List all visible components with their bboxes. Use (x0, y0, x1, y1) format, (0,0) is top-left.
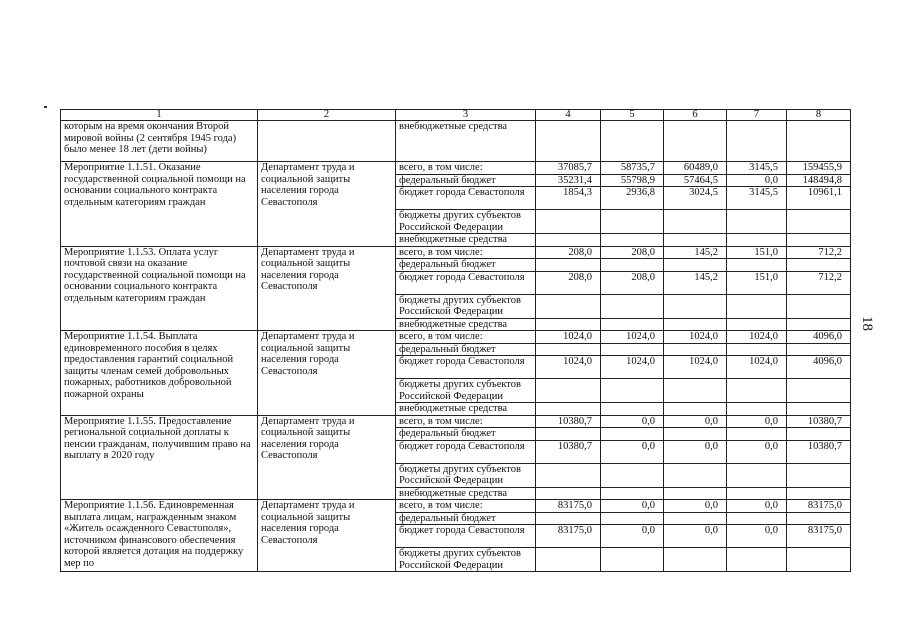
amount-cell: 2936,8 (601, 187, 664, 210)
table-row (61, 500, 851, 513)
measure-description: которым на время окончания Второй мировой войны (2 сентября 1945 года) было менее 18 лет (дети войны) (61, 121, 258, 162)
funding-source: федеральный бюджет (396, 259, 536, 272)
amount-cell: 3024,5 (664, 187, 727, 210)
amount-cell (536, 463, 601, 487)
amount-cell (787, 428, 851, 441)
funding-source: бюджеты других субъектов Российской Федерации (396, 548, 536, 572)
amount-cell (727, 318, 787, 331)
amount-cell: 0,0 (727, 525, 787, 548)
amount-cell (727, 463, 787, 487)
amount-cell: 10380,7 (536, 415, 601, 428)
amount-cell: 145,2 (664, 246, 727, 259)
amount-cell (727, 487, 787, 500)
amount-cell: 0,0 (601, 415, 664, 428)
table-row (61, 162, 851, 175)
header-cell: 4 (536, 110, 601, 121)
measure-executor: Департамент труда и социальной защиты населения города Севастополя (258, 246, 396, 331)
measure-description: Мероприятие 1.1.53. Оплата услуг почтовой связи на оказание государственной социальной помощи на основании социального контракта отдельным категориям граждан (61, 246, 258, 331)
amount-cell (664, 512, 727, 525)
amount-cell (536, 318, 601, 331)
amount-cell (601, 428, 664, 441)
amount-cell (601, 512, 664, 525)
amount-cell (536, 259, 601, 272)
funding-source: всего, в том числе: (396, 331, 536, 344)
amount-cell (664, 403, 727, 416)
funding-source: всего, в том числе: (396, 246, 536, 259)
amount-cell: 1024,0 (664, 331, 727, 344)
table-row (61, 415, 851, 428)
table-row (61, 331, 851, 344)
amount-cell: 208,0 (536, 246, 601, 259)
amount-cell: 0,0 (664, 415, 727, 428)
amount-cell (727, 379, 787, 403)
header-cell: 2 (258, 110, 396, 121)
funding-source: бюджет города Севастополя (396, 525, 536, 548)
amount-cell: 37085,7 (536, 162, 601, 175)
funding-source: внебюджетные средства (396, 121, 536, 162)
amount-cell (601, 318, 664, 331)
amount-cell: 151,0 (727, 271, 787, 294)
funding-source: бюджеты других субъектов Российской Федерации (396, 379, 536, 403)
funding-source: внебюджетные средства (396, 234, 536, 247)
amount-cell (787, 234, 851, 247)
amount-cell (601, 343, 664, 356)
funding-source: всего, в том числе: (396, 162, 536, 175)
amount-cell (727, 234, 787, 247)
amount-cell: 10380,7 (787, 440, 851, 463)
amount-cell (787, 403, 851, 416)
amount-cell: 10380,7 (787, 415, 851, 428)
amount-cell: 0,0 (601, 440, 664, 463)
funding-source: бюджеты других субъектов Российской Федерации (396, 210, 536, 234)
amount-cell: 83175,0 (787, 525, 851, 548)
measure-executor: Департамент труда и социальной защиты населения города Севастополя (258, 331, 396, 416)
amount-cell (601, 548, 664, 572)
page-number: 18 (859, 316, 875, 331)
amount-cell (664, 428, 727, 441)
amount-cell (664, 121, 727, 162)
amount-cell: 1854,3 (536, 187, 601, 210)
amount-cell: 4096,0 (787, 356, 851, 379)
measure-description: Мероприятие 1.1.51. Оказание государственной социальной помощи на основании социального контракта отдельным категориям граждан (61, 162, 258, 247)
amount-cell (787, 343, 851, 356)
amount-cell (664, 487, 727, 500)
amount-cell: 712,2 (787, 246, 851, 259)
amount-cell (536, 121, 601, 162)
amount-cell (787, 548, 851, 572)
measure-executor: Департамент труда и социальной защиты населения города Севастополя (258, 162, 396, 247)
amount-cell (787, 318, 851, 331)
amount-cell: 1024,0 (727, 356, 787, 379)
amount-cell (787, 379, 851, 403)
funding-source: бюджет города Севастополя (396, 440, 536, 463)
funding-source: федеральный бюджет (396, 428, 536, 441)
amount-cell (727, 428, 787, 441)
amount-cell (727, 512, 787, 525)
amount-cell (787, 259, 851, 272)
measure-executor: Департамент труда и социальной защиты населения города Севастополя (258, 500, 396, 572)
amount-cell (787, 121, 851, 162)
amount-cell (664, 259, 727, 272)
scan-speck (44, 106, 47, 108)
amount-cell (787, 463, 851, 487)
measure-executor (258, 121, 396, 162)
amount-cell (664, 548, 727, 572)
amount-cell (601, 487, 664, 500)
funding-source: внебюджетные средства (396, 487, 536, 500)
amount-cell: 208,0 (536, 271, 601, 294)
amount-cell (787, 487, 851, 500)
header-cell: 1 (61, 110, 258, 121)
measure-description: Мероприятие 1.1.56. Единовременная выплата лицам, награжденным знаком «Житель осажденного Севастополя», источником финансового обеспечения которой является дотация на поддержку мер по (61, 500, 258, 572)
funding-source: федеральный бюджет (396, 174, 536, 187)
amount-cell (727, 403, 787, 416)
amount-cell (727, 210, 787, 234)
amount-cell (664, 234, 727, 247)
amount-cell: 1024,0 (601, 356, 664, 379)
amount-cell: 4096,0 (787, 331, 851, 344)
funding-source: всего, в том числе: (396, 500, 536, 513)
amount-cell: 83175,0 (787, 500, 851, 513)
amount-cell (787, 294, 851, 318)
amount-cell: 3145,5 (727, 187, 787, 210)
amount-cell (727, 548, 787, 572)
amount-cell (664, 463, 727, 487)
measure-description: Мероприятие 1.1.55. Предоставление региональной социальной доплаты к пенсии гражданам, получившим право на выплату в 2020 году (61, 415, 258, 500)
amount-cell (601, 294, 664, 318)
header-cell: 3 (396, 110, 536, 121)
amount-cell (601, 259, 664, 272)
amount-cell: 10380,7 (536, 440, 601, 463)
amount-cell (787, 210, 851, 234)
amount-cell (787, 512, 851, 525)
amount-cell: 0,0 (664, 500, 727, 513)
amount-cell (536, 428, 601, 441)
funding-source: бюджет города Севастополя (396, 356, 536, 379)
amount-cell: 145,2 (664, 271, 727, 294)
amount-cell (601, 403, 664, 416)
amount-cell (664, 210, 727, 234)
amount-cell (601, 121, 664, 162)
amount-cell: 83175,0 (536, 500, 601, 513)
amount-cell (727, 121, 787, 162)
amount-cell: 0,0 (727, 415, 787, 428)
amount-cell (536, 234, 601, 247)
amount-cell: 10961,1 (787, 187, 851, 210)
amount-cell: 3145,5 (727, 162, 787, 175)
amount-cell: 83175,0 (536, 525, 601, 548)
amount-cell: 1024,0 (536, 356, 601, 379)
amount-cell (536, 379, 601, 403)
amount-cell (536, 548, 601, 572)
header-cell: 6 (664, 110, 727, 121)
amount-cell (664, 294, 727, 318)
amount-cell (727, 343, 787, 356)
amount-cell (536, 487, 601, 500)
funding-source: внебюджетные средства (396, 318, 536, 331)
amount-cell (536, 343, 601, 356)
amount-cell (601, 379, 664, 403)
funding-table (60, 109, 851, 572)
amount-cell: 151,0 (727, 246, 787, 259)
header-cell: 5 (601, 110, 664, 121)
amount-cell: 0,0 (601, 525, 664, 548)
amount-cell: 0,0 (664, 440, 727, 463)
measure-executor: Департамент труда и социальной защиты населения города Севастополя (258, 415, 396, 500)
amount-cell: 35231,4 (536, 174, 601, 187)
funding-source: бюджеты других субъектов Российской Федерации (396, 294, 536, 318)
funding-source: бюджеты других субъектов Российской Федерации (396, 463, 536, 487)
amount-cell (536, 294, 601, 318)
amount-cell: 712,2 (787, 271, 851, 294)
amount-cell (536, 210, 601, 234)
funding-source: внебюджетные средства (396, 403, 536, 416)
amount-cell: 1024,0 (601, 331, 664, 344)
funding-source: федеральный бюджет (396, 512, 536, 525)
amount-cell (727, 294, 787, 318)
amount-cell (601, 234, 664, 247)
amount-cell (664, 318, 727, 331)
header-cell: 7 (727, 110, 787, 121)
amount-cell: 0,0 (727, 174, 787, 187)
amount-cell (664, 379, 727, 403)
amount-cell: 58735,7 (601, 162, 664, 175)
amount-cell: 0,0 (727, 500, 787, 513)
table-row (61, 121, 851, 162)
amount-cell (664, 343, 727, 356)
amount-cell: 1024,0 (727, 331, 787, 344)
amount-cell (601, 210, 664, 234)
table-row (61, 246, 851, 259)
amount-cell: 208,0 (601, 271, 664, 294)
amount-cell (601, 463, 664, 487)
amount-cell: 1024,0 (664, 356, 727, 379)
table-header-row (61, 110, 851, 121)
amount-cell (727, 259, 787, 272)
amount-cell (536, 512, 601, 525)
amount-cell: 208,0 (601, 246, 664, 259)
amount-cell (536, 403, 601, 416)
amount-cell: 159455,9 (787, 162, 851, 175)
amount-cell: 0,0 (601, 500, 664, 513)
amount-cell: 0,0 (727, 440, 787, 463)
funding-source: всего, в том числе: (396, 415, 536, 428)
funding-source: бюджет города Севастополя (396, 187, 536, 210)
amount-cell: 55798,9 (601, 174, 664, 187)
funding-source: бюджет города Севастополя (396, 271, 536, 294)
funding-source: федеральный бюджет (396, 343, 536, 356)
amount-cell: 57464,5 (664, 174, 727, 187)
amount-cell: 0,0 (664, 525, 727, 548)
header-cell: 8 (787, 110, 851, 121)
measure-description: Мероприятие 1.1.54. Выплата единовременного пособия в целях предоставления гарантий социальной защиты членам семей добровольных пожарных, работников добровольной пожарной охраны (61, 331, 258, 416)
amount-cell: 60489,0 (664, 162, 727, 175)
amount-cell: 1024,0 (536, 331, 601, 344)
amount-cell: 148494,8 (787, 174, 851, 187)
